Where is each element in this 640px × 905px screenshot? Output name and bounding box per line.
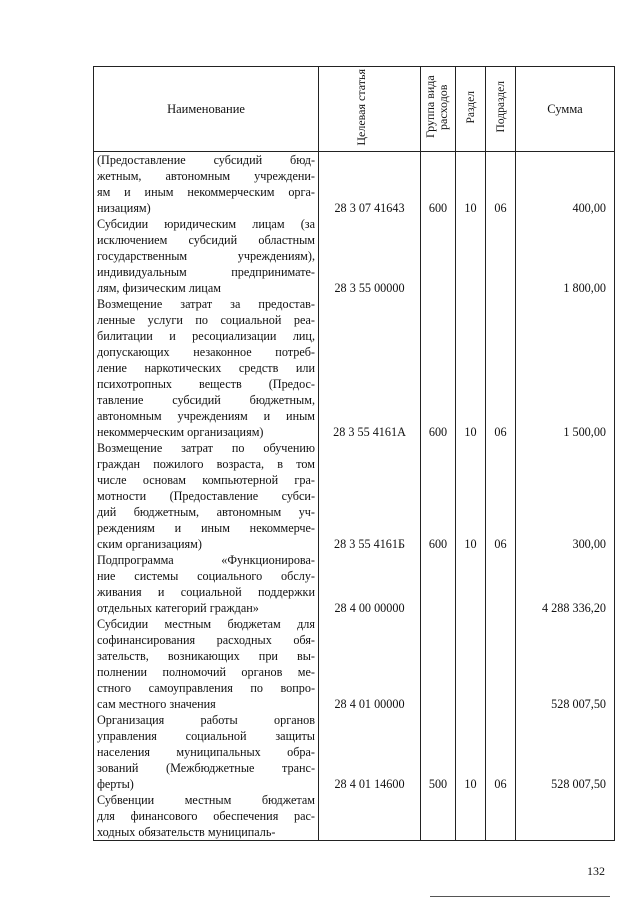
header-target: Целевая статья [353,68,368,146]
row-name [94,440,319,552]
row-target [319,792,421,841]
header-subsection: Подраздел [494,81,507,133]
row-name-line: мотности (Предоставление субси- [97,489,315,503]
row-group [421,792,456,841]
row-group: 600 [421,296,456,440]
row-section [456,792,486,841]
row-name-line: ленные услуги по социальной реа- [97,313,315,327]
row-name-line: реждениям и иным некоммерче- [97,521,315,535]
row-name-line: Подпрограмма «Функционирова- [97,553,315,567]
row-group [421,216,456,296]
row-section [456,216,486,296]
row-name-line: ние системы социального обслу- [97,569,315,583]
row-subsection: 06 [486,296,516,440]
table-row [94,216,615,296]
row-section: 10 [456,152,486,217]
row-target: 28 3 07 41643 [319,152,421,217]
row-sum: 528 007,50 [516,616,615,712]
row-group [421,616,456,712]
row-name-line: софинансирования расходных обя- [97,633,315,647]
row-name-line: Организация работы органов [97,713,315,727]
row-name-line: отдельных категорий граждан» [97,601,259,615]
row-subsection [486,616,516,712]
table-body [94,152,615,841]
row-name-line: Субсидии юридическим лицам (за [97,217,315,231]
row-target: 28 3 55 00000 [319,216,421,296]
row-section: 10 [456,296,486,440]
row-name-line: граждан пожилого возраста, в том [97,457,315,471]
row-name-line: управления социальной защиты [97,729,315,743]
row-section: 10 [456,712,486,792]
row-name-line: индивидуальным предпринимате- [97,265,315,279]
row-group: 500 [421,712,456,792]
row-name-line: психотропных веществ (Предос- [97,377,315,391]
row-sum: 1 800,00 [516,216,615,296]
row-group: 600 [421,152,456,217]
table-row [94,712,615,792]
table-row [94,616,615,712]
row-subsection [486,216,516,296]
row-name-line: зательств, возникающих при вы- [97,649,315,663]
row-name-line: государственным учреждениям), [97,249,315,263]
row-name-line: Субсидии местным бюджетам для [97,617,315,631]
budget-table [93,66,615,841]
row-name [94,216,319,296]
row-name [94,552,319,616]
row-name-line: автономным учреждениям и иным [97,409,315,423]
row-name-line: жетным, автономным учреждени- [97,169,315,183]
row-target: 28 4 00 00000 [319,552,421,616]
row-name-line: населения муниципальных обра- [97,745,315,759]
row-target: 28 4 01 14600 [319,712,421,792]
header-subsection-cell [486,67,516,152]
row-name-line: Субвенции местным бюджетам [97,793,315,807]
header-target-cell [319,67,421,152]
row-subsection: 06 [486,440,516,552]
header-name: Наименование [94,67,319,152]
table-row [94,296,615,440]
row-target: 28 3 55 4161А [319,296,421,440]
header-sum: Сумма [516,67,615,152]
table-header-row [94,67,615,152]
row-group: 600 [421,440,456,552]
row-sum: 4 288 336,20 [516,552,615,616]
row-name-line: (Предоставление субсидий бюд- [97,153,315,167]
row-name [94,792,319,841]
row-section: 10 [456,440,486,552]
row-subsection [486,792,516,841]
row-sum: 1 500,00 [516,296,615,440]
row-name-line: Возмещение затрат по обучению [97,441,315,455]
row-name-line: числе основам компьютерной гра- [97,473,315,487]
row-subsection: 06 [486,712,516,792]
row-target: 28 4 01 00000 [319,616,421,712]
row-name-line: стного самоуправления по вопро- [97,681,315,695]
row-name-line: живания и социальной поддержки [97,585,315,599]
row-name-line: ходных обязательств муниципаль- [97,825,276,839]
header-section-cell [456,67,486,152]
row-target: 28 3 55 4161Б [319,440,421,552]
row-name-line: для финансового обеспечения рас- [97,809,315,823]
row-sum: 400,00 [516,152,615,217]
footer-rule [430,896,610,897]
table-row [94,552,615,616]
row-name-line: исключением субсидий областным [97,233,315,247]
row-name-line: ям и иным некоммерческим орга- [97,185,315,199]
row-name-line: ление наркотических средств или [97,361,315,375]
row-name-line: билитации и ресоциализации лиц, [97,329,315,343]
table-row [94,440,615,552]
row-group [421,552,456,616]
table-row [94,792,615,841]
row-sum: 528 007,50 [516,712,615,792]
row-name-line: допускающих незаконное потреб- [97,345,315,359]
row-name-line: ферты) [97,777,134,791]
row-name [94,152,319,217]
row-section [456,552,486,616]
row-subsection [486,552,516,616]
row-name-line: ским организациям) [97,537,202,551]
page-number: 132 [587,864,605,878]
row-name-line: сам местного значения [97,697,216,711]
header-group-cell [421,67,456,152]
header-group: Группа вида расходов [423,75,450,139]
row-name-line: низациям) [97,201,151,215]
row-name [94,296,319,440]
row-name-line: некоммерческим организациям) [97,425,264,439]
header-section: Раздел [464,90,477,124]
row-name-line: Возмещение затрат за предостав- [97,297,315,311]
row-sum [516,792,615,841]
row-name-line: дий бюджетным, автономным уч- [97,505,315,519]
row-name-line: тавление субсидий бюджетным, [97,393,315,407]
table-row [94,152,615,217]
row-name-line: лям, физическим лицам [97,281,221,295]
row-name-line: зований (Межбюджетные транс- [97,761,315,775]
row-sum: 300,00 [516,440,615,552]
row-name [94,616,319,712]
row-name-line: полнении полномочий органов ме- [97,665,315,679]
row-name [94,712,319,792]
row-section [456,616,486,712]
row-subsection: 06 [486,152,516,217]
